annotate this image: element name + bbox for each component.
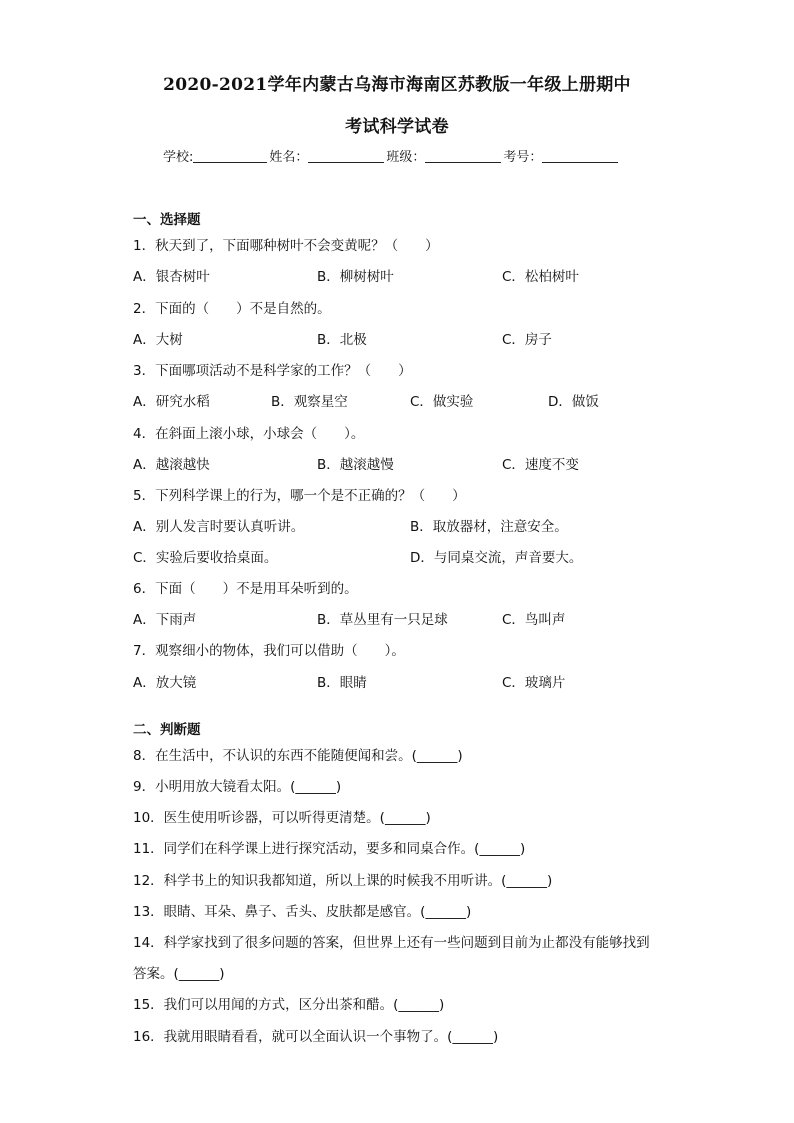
question-5: 5．下列科学课上的行为，哪一个是不正确的？（ ） [133, 488, 466, 504]
q3-option-d[interactable]: D．做饭 [548, 394, 599, 410]
number-label: 考号： [503, 150, 543, 165]
q6-option-c[interactable]: C．鸟叫声 [502, 612, 566, 628]
judgement-item-9: 9．小明用放大镜看太阳。(______) [133, 779, 342, 795]
name-blank[interactable] [308, 148, 384, 163]
question-4: 4．在斜面上滚小球，小球会（ ）。 [133, 426, 365, 442]
q2-option-c[interactable]: C．房子 [502, 332, 552, 348]
judgement-item-16: 16．我就用眼睛看看，就可以全面认识一个事物了。(______) [133, 1029, 499, 1045]
question-1: 1．秋天到了，下面哪种树叶不会变黄呢？（ ） [133, 238, 439, 254]
q2-option-a[interactable]: A．大树 [133, 332, 183, 348]
q3-option-a[interactable]: A．研究水稻 [133, 394, 210, 410]
school-label: 学校: [163, 150, 194, 165]
q3-option-b[interactable]: B．观察星空 [271, 394, 348, 410]
judgement-item-10: 10．医生使用听诊器，可以听得更清楚。(______) [133, 810, 431, 826]
q1-option-a[interactable]: A．银杏树叶 [133, 269, 210, 285]
q7-option-b[interactable]: B．眼睛 [317, 675, 367, 691]
q1-option-b[interactable]: B．柳树树叶 [317, 269, 394, 285]
judgement-item-12: 12．科学书上的知识我都知道，所以上课的时候我不用听讲。(______) [133, 873, 553, 889]
q2-option-b[interactable]: B．北极 [317, 332, 367, 348]
question-3: 3．下面哪项活动不是科学家的工作？（ ） [133, 363, 412, 379]
class-label: 班级： [386, 150, 426, 165]
q6-option-a[interactable]: A．下雨声 [133, 612, 197, 628]
q5-option-d[interactable]: D．与同桌交流，声音要大。 [410, 550, 583, 566]
question-7: 7．观察细小的物体，我们可以借助（ ）。 [133, 643, 405, 659]
judgement-item-8: 8．在生活中，不认识的东西不能随便闻和尝。(______) [133, 748, 463, 764]
question-2: 2．下面的（ ）不是自然的。 [133, 301, 331, 317]
q7-option-a[interactable]: A．放大镜 [133, 675, 197, 691]
q4-option-b[interactable]: B．越滚越慢 [317, 457, 394, 473]
q4-option-c[interactable]: C．速度不变 [502, 457, 579, 473]
section-title-choice: 一、选择题 [133, 212, 201, 228]
q1-option-c[interactable]: C．松柏树叶 [502, 269, 579, 285]
exam-title-line2: 考试科学试卷 [345, 117, 449, 137]
number-blank[interactable] [542, 148, 618, 163]
exam-title-line1: 2020-2021学年内蒙古乌海市海南区苏教版一年级上册期中 [163, 75, 631, 95]
judgement-item-14-cont: 答案。(______) [133, 966, 225, 982]
judgement-item-14: 14．科学家找到了很多问题的答案，但世界上还有一些问题到目前为止都没有能够找到 [133, 935, 650, 951]
student-info-row [163, 146, 620, 165]
school-blank[interactable] [193, 148, 267, 163]
name-label: 姓名： [269, 150, 309, 165]
q6-option-b[interactable]: B．草丛里有一只足球 [317, 612, 448, 628]
q4-option-a[interactable]: A．越滚越快 [133, 457, 210, 473]
q5-option-c[interactable]: C．实验后要收拾桌面。 [133, 550, 278, 566]
judgement-item-15: 15．我们可以用闻的方式，区分出茶和醋。(______) [133, 997, 445, 1013]
q5-option-b[interactable]: B．取放器材，注意安全。 [410, 519, 568, 535]
q7-option-c[interactable]: C．玻璃片 [502, 675, 566, 691]
class-blank[interactable] [425, 148, 501, 163]
judgement-item-13: 13．眼睛、耳朵、鼻子、舌头、皮肤都是感官。(______) [133, 904, 472, 920]
q5-option-a[interactable]: A．别人发言时要认真听讲。 [133, 519, 305, 535]
question-6: 6．下面（ ）不是用耳朵听到的。 [133, 581, 358, 597]
judgement-item-11: 11．同学们在科学课上进行探究活动，要多和同桌合作。(______) [133, 841, 526, 857]
q3-option-c[interactable]: C．做实验 [410, 394, 474, 410]
section-title-judgement: 二、判断题 [133, 722, 201, 738]
